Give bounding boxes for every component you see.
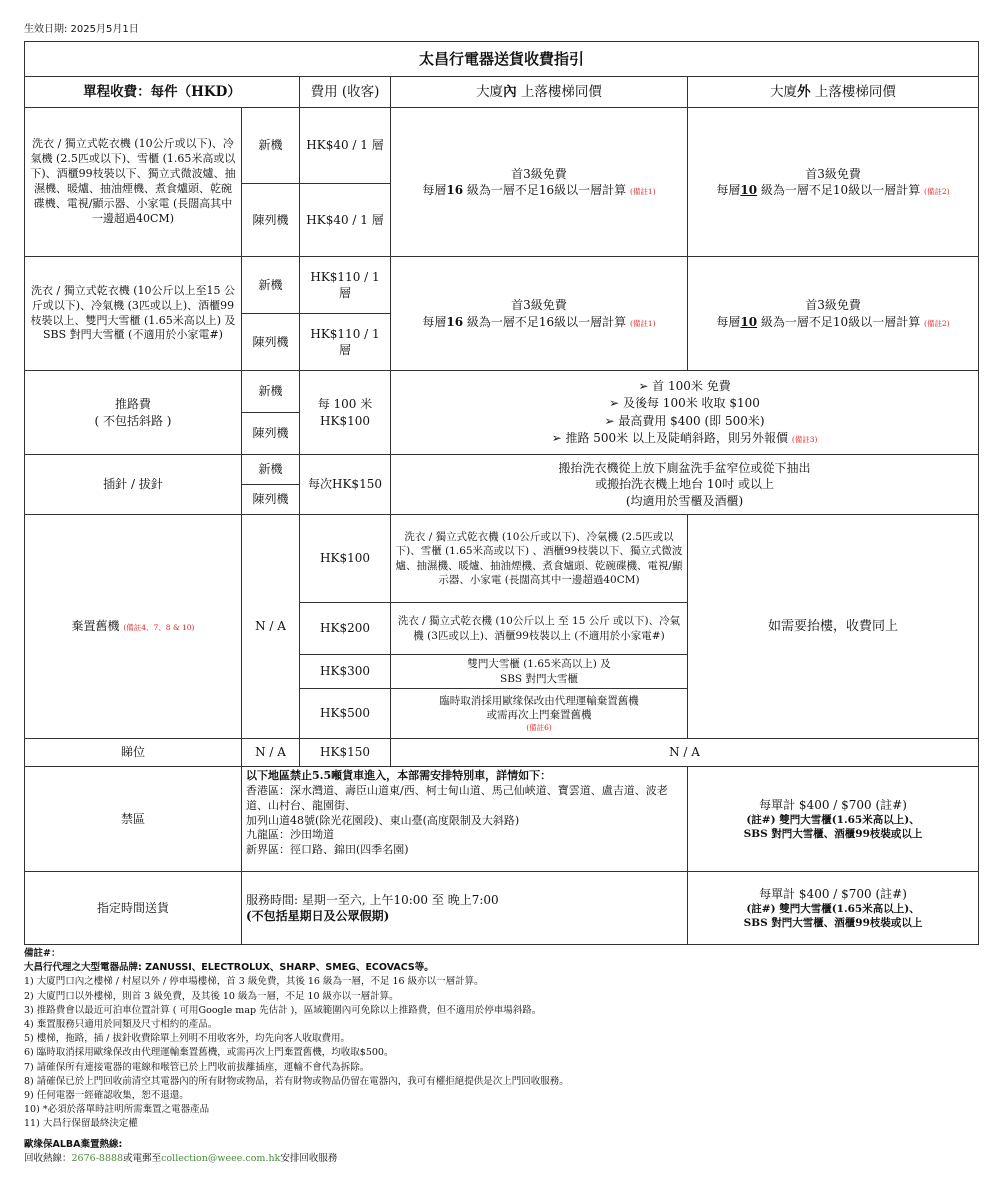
note-item: 4) 棄置服務只適用於同類及尺寸相約的產品。 [24, 1019, 218, 1031]
notes-heading: 備註#： [24, 948, 61, 959]
note-item: 8) 請確保已於上門回收前清空其電器內的所有財物或物品，若有財物或物品仍留在電器內，我可有權拒絕提供是次上門回收服務。 [24, 1075, 569, 1087]
header-fee: 費用 (收客) [300, 77, 391, 108]
level-right: N / A [391, 739, 979, 767]
row1-fee-display: HK$40 / 1 層 [300, 184, 391, 257]
header-outside: 大廈外 上落樓梯同價 [688, 77, 979, 108]
disposal-fee: HK$200 [300, 603, 391, 655]
alba-hotline-title: 歐缘保ALBA棄置熱線: [24, 1138, 123, 1150]
row1-display-label: 陳列機 [242, 184, 300, 257]
effective-date: 生效日期: 2025月5月1日 [24, 24, 139, 35]
plug-rules: 搬抬洗衣機從上放下廁盆洗手盆窄位或從下抽出 或搬抬洗衣機上地台 10吋 或以上 (均適用於雪櫃及酒櫃) [391, 455, 979, 515]
alba-hotline: 回收熱線：2676-8888或電郵至collection@weee.com.hk安排回收服務 [24, 1152, 338, 1164]
push-new-label: 新機 [242, 371, 300, 413]
header-unit: 單程收費：每件（HKD） [25, 77, 300, 108]
timed-detail: 服務時間: 星期一至六, 上午10:00 至 晚上7:00 (不包括星期日及公眾假期) [242, 872, 688, 945]
row2-fee-display: HK$110 / 1 層 [300, 314, 391, 371]
note-item: 7) 請確保所有連接電器的電線和喉管已於上門收前拔離插座，運輸不會代為拆除。 [24, 1061, 370, 1073]
push-title-cell: 推路費 ( 不包括斜路 ) [25, 371, 242, 455]
note-item: 11) 大昌行保留最終決定權 [24, 1118, 138, 1130]
note-item: 9) 任何電器一經確認收集，恕不退還。 [24, 1090, 189, 1102]
alba-email-link[interactable]: collection@weee.com.hk [161, 1152, 281, 1164]
note-item: 1) 大廈門口內之樓梯 / 村屋以外 / 停車場樓梯，首 3 級免費，其後 16 級為一層，不足 16 級亦以一層計算。 [24, 976, 484, 988]
plug-fee: 每次HK$150 [300, 455, 391, 515]
note-item: 2) 大廈門口以外樓梯，則首 3 級免費，及其後 10 級為一層，不足 10 級亦以一層計算。 [24, 990, 399, 1002]
timed-fee: 每單計 $400 / $700 (註#) (註#) 雙門大雪櫃(1.65米高以上)、 SBS 對門大雪櫃、酒櫃99枝裝或以上 [688, 872, 979, 945]
disposal-desc: 雙門大雪櫃 (1.65米高以上) 及 SBS 對門大雪櫃 [391, 655, 688, 689]
disposal-fee: HK$300 [300, 655, 391, 689]
row2-display-label: 陳列機 [242, 314, 300, 371]
row1-new-label: 新機 [242, 108, 300, 184]
row2-outside: 首3級免費 每層10 級為一層不足10級以一層計算 (備註2) [688, 257, 979, 371]
disposal-desc: 洗衣 / 獨立式乾衣機 (10公斤以上 至 15 公斤 或以下)、冷氣機 (3匹或以上)、酒櫃99枝裝以上 (不適用於小家電#) [391, 603, 688, 655]
row1-fee-new: HK$40 / 1 層 [300, 108, 391, 184]
disposal-desc: 洗衣 / 獨立式乾衣機 (10公斤或以下)、冷氣機 (2.5匹或以下)、雪櫃 (1.65米高或以下) 、酒櫃99枝裝以下、獨立式微波爐、抽濕機、暖爐、抽油煙機、煮食爐頭、乾碗碟機、電視/顯示器、小家電 (長闊高其中一邊超過40CM) [391, 515, 688, 603]
delivery-fee-table [24, 41, 979, 945]
level-fee: HK$150 [300, 739, 391, 767]
note-item: 10) *必須於落單時註明所需棄置之電器產品 [24, 1104, 210, 1116]
timed-title: 指定時間送貨 [25, 872, 242, 945]
notes-brands: 大昌行代理之大型電器品牌: ZANUSSI、ELECTROLUX、SHARP、SMEG、ECOVACS等。 [24, 962, 434, 974]
note-item: 3) 推路費會以最近可泊車位置計算 ( 可用Google map 先估計 )，區域範圍內可免除以上推路費，但不適用於停車場斜路。 [24, 1004, 542, 1016]
disposal-na: N / A [242, 515, 300, 739]
push-display-label: 陳列機 [242, 413, 300, 455]
table-title: 太昌行電器送貨收費指引 [25, 42, 979, 77]
plug-new-label: 新機 [242, 455, 300, 485]
row2-fee-new: HK$110 / 1 層 [300, 257, 391, 314]
restricted-fee: 每單計 $400 / $700 (註#) (註#) 雙門大雪櫃(1.65米高以上)、 SBS 對門大雪櫃、酒櫃99枝裝或以上 [688, 767, 979, 872]
disposal-desc: 臨時取消採用歐缘保改由代理運輸棄置舊機 或需再次上門棄置舊機 (備註6) [391, 689, 688, 739]
restricted-title: 禁區 [25, 767, 242, 872]
restricted-detail: 以下地區禁止5.5噸貨車進入，本部需安排特別車，詳情如下： 香港區：深水灣道、壽臣山道東/西、柯士甸山道、馬己仙峽道、寶雲道、盧吉道、波老道、山村台、龍園街、 加列山道48號(除光花園段)、東山臺(高度限制及大斜路) 九龍區：沙田坳道 新界區：徑口路、錦田(四季名園) [242, 767, 688, 872]
disposal-fee: HK$500 [300, 689, 391, 739]
header-inside: 大廈內 上落樓梯同價 [391, 77, 688, 108]
disposal-right: 如需要抬樓，收費同上 [688, 515, 979, 739]
disposal-title: 棄置舊機 (備註4、7、8 & 10) [25, 515, 242, 739]
row1-outside: 首3級免費 每層10 級為一層不足10級以一層計算 (備註2) [688, 108, 979, 257]
note-item: 6) 臨時取消採用歐缘保改由代理運輸棄置舊機，或需再次上門棄置舊機，均收取$500。 [24, 1047, 394, 1059]
row2-inside: 首3級免費 每層16 級為一層不足16級以一層計算 (備註1) [391, 257, 688, 371]
plug-title: 插針 / 拔針 [25, 455, 242, 515]
row2-desc: 洗衣 / 獨立式乾衣機 (10公斤以上至15 公斤或以下)、冷氣機 (3匹或以上)、酒櫃99枝裝以上、雙門大雪櫃 (1.65米高以上) 及 SBS 對門大雪櫃 (不適用於小家電#) [25, 257, 242, 371]
row2-new-label: 新機 [242, 257, 300, 314]
push-fee: 每 100 米 HK$100 [300, 371, 391, 455]
notes-section [24, 947, 984, 1166]
row1-desc: 洗衣 / 獨立式乾衣機 (10公斤或以下)、冷氣機 (2.5匹或以下)、雪櫃 (1.65米高或以下)、酒櫃99枝裝以下、獨立式微波爐、抽濕機、暖爐、抽油煙機、煮食爐頭、乾碗碟機、電視/顯示器、小家電 (長闊高其中一邊超過40CM) [25, 108, 242, 257]
disposal-fee: HK$100 [300, 515, 391, 603]
plug-display-label: 陳列機 [242, 485, 300, 515]
row1-inside: 首3級免費 每層16 級為一層不足16級以一層計算 (備註1) [391, 108, 688, 257]
note-item: 5) 樓梯，拖路，插 / 拔針收費除單上列明不用收客外，均先向客人收取費用。 [24, 1033, 351, 1045]
alba-phone[interactable]: 2676-8888 [71, 1152, 124, 1164]
level-na: N / A [242, 739, 300, 767]
level-title: 睇位 [25, 739, 242, 767]
push-rules: ➢ 首 100米 免費 ➢ 及後每 100米 收取 $100 ➢ 最高費用 $400 (即 500米) ➢ 推路 500米 以上及陡峭斜路，則另外報價 (備註3) [391, 371, 979, 455]
